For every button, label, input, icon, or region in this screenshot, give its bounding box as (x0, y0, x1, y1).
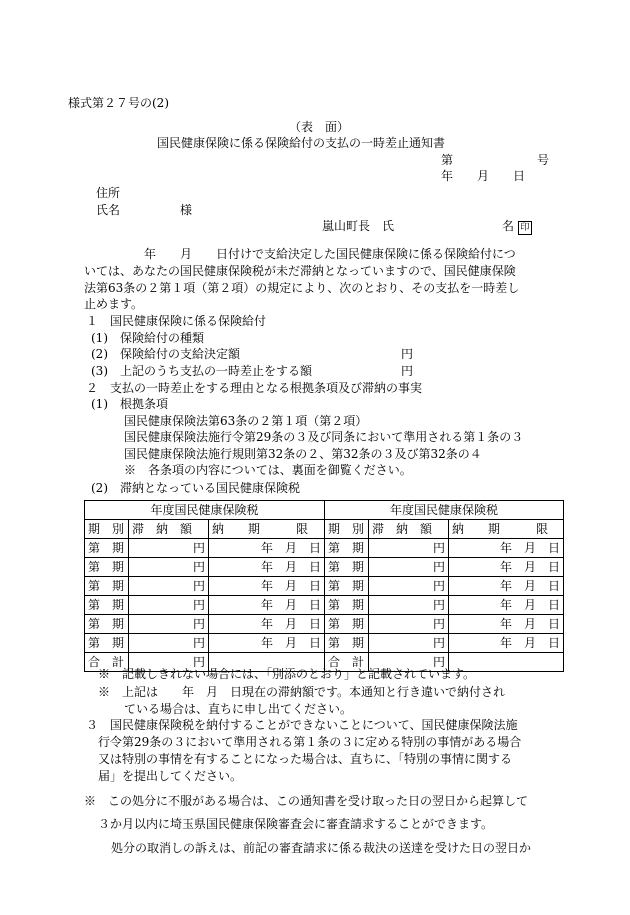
issuer (322, 220, 532, 235)
col-period: 期 別 (325, 520, 369, 539)
body-line: 止めます。 (84, 297, 144, 311)
section3-line: 届」を提出してください。 (98, 769, 243, 783)
section1-item: (3) 上記のうち支払の一時差止をする額 (91, 364, 312, 378)
side-label: （表 面） (289, 120, 350, 134)
form-number: 様式第２７号の(2) (68, 96, 169, 110)
appeal-line: ※ この処分に不服がある場合は、この通知書を受け取った日の翌日から起算して (84, 794, 529, 808)
name-label: 氏名 様 (96, 203, 193, 217)
section1-item: (1) 保険給付の種類 (91, 331, 204, 345)
section2-heading: ２ 支払の一時差止をする理由となる根拠条項及び滞納の事実 (86, 381, 423, 395)
appeal-line: ３か月以内に埼玉県国民健康保険審査会に審査請求することができます。 (98, 817, 494, 831)
section1-heading: １ 国民健康保険に係る保険給付 (86, 314, 267, 328)
fiscal-year-title: 年度国民健康保険税 (325, 501, 564, 520)
delinquent-tax-table (84, 500, 564, 672)
unit-yen: 円 (401, 364, 414, 378)
table-row: 第 期 円 年 月 日 第 期 円 年 月 日 (85, 558, 564, 577)
document-date: 年 月 日 (441, 169, 526, 183)
document-title: 国民健康保険に係る保険給付の支払の一時差止通知書 (157, 136, 446, 150)
address-label: 住所 (96, 186, 121, 200)
section1-item: (2) 保険給付の支給決定額 (91, 347, 240, 361)
column-header-row (85, 520, 564, 539)
total-row: 合 計 円 合 計 円 (85, 653, 564, 672)
unit-yen: 円 (401, 347, 414, 361)
table-row: 第 期 円 年 月 日 第 期 円 年 月 日 (85, 577, 564, 596)
note-line: ※ 記載しきれない場合には、「別添のとおり」と記載されています。 (98, 667, 476, 681)
note-line: ている場合は、直ちに申し出てください。 (124, 702, 353, 716)
law-line: 国民健康保険法第63条の２第１項（第２項） (124, 414, 368, 428)
col-amount: 滞 納 額 (369, 520, 449, 539)
table-row: 第 期 円 年 月 日 第 期 円 年 月 日 (85, 634, 564, 653)
law-line: 国民健康保険法施行令第29条の３及び同条において準用される第１条の３ (124, 430, 524, 444)
table-header-row (85, 501, 564, 520)
col-deadline: 納 期 限 (209, 520, 325, 539)
col-deadline: 納 期 限 (449, 520, 564, 539)
body-line: いては、あなたの国民健康保険税が未だ滞納となっていますので、国民健康保険 (84, 264, 516, 278)
note-line: ※ 上記は 年 月 日現在の滞納額です。本通知と行き違いで納付され (98, 685, 506, 699)
col-amount: 滞 納 額 (129, 520, 209, 539)
body-line: 法第63条の２第１項（第２項）の規定により、次のとおり、その支払を一時差し (84, 281, 520, 295)
col-period: 期 別 (85, 520, 129, 539)
section2-item: (2) 滞納となっている国民健康保険税 (91, 481, 300, 495)
table-row: 第 期 円 年 月 日 第 期 円 年 月 日 (85, 539, 564, 558)
issuer-name: 嵐山町長 氏 名 (322, 219, 515, 233)
appeal-line: 処分の取消しの訴えは、前記の審査請求に係る裁決の送達を受けた日の翌日か (111, 841, 532, 855)
section3-line: ３ 国民健康保険税を納付することができないことについて、国民健康保険法施 (86, 718, 518, 732)
fiscal-year-title: 年度国民健康保険税 (85, 501, 325, 520)
document-number: 第 号 (441, 153, 550, 167)
section3-line: 又は特別の事情を有することになった場合は、直ちに、「特別の事情に関する (98, 752, 513, 766)
law-note: ※ 各条項の内容については、裏面を御覧ください。 (124, 463, 412, 477)
table-row: 第 期 円 年 月 日 第 期 円 年 月 日 (85, 596, 564, 615)
body-line: 年 月 日付けで支給決定した国民健康保険に係る保険給付につ (84, 247, 516, 261)
section3-line: 行令第29条の３において準用される第１条の３に定める特別の事情がある場合 (98, 735, 522, 749)
table-row: 第 期 円 年 月 日 第 期 円 年 月 日 (85, 615, 564, 634)
seal-mark: 印 (518, 221, 532, 235)
section2-item: (1) 根拠条項 (91, 397, 168, 411)
law-line: 国民健康保険法施行規則第32条の２、第32条の３及び第32条の４ (124, 447, 482, 461)
